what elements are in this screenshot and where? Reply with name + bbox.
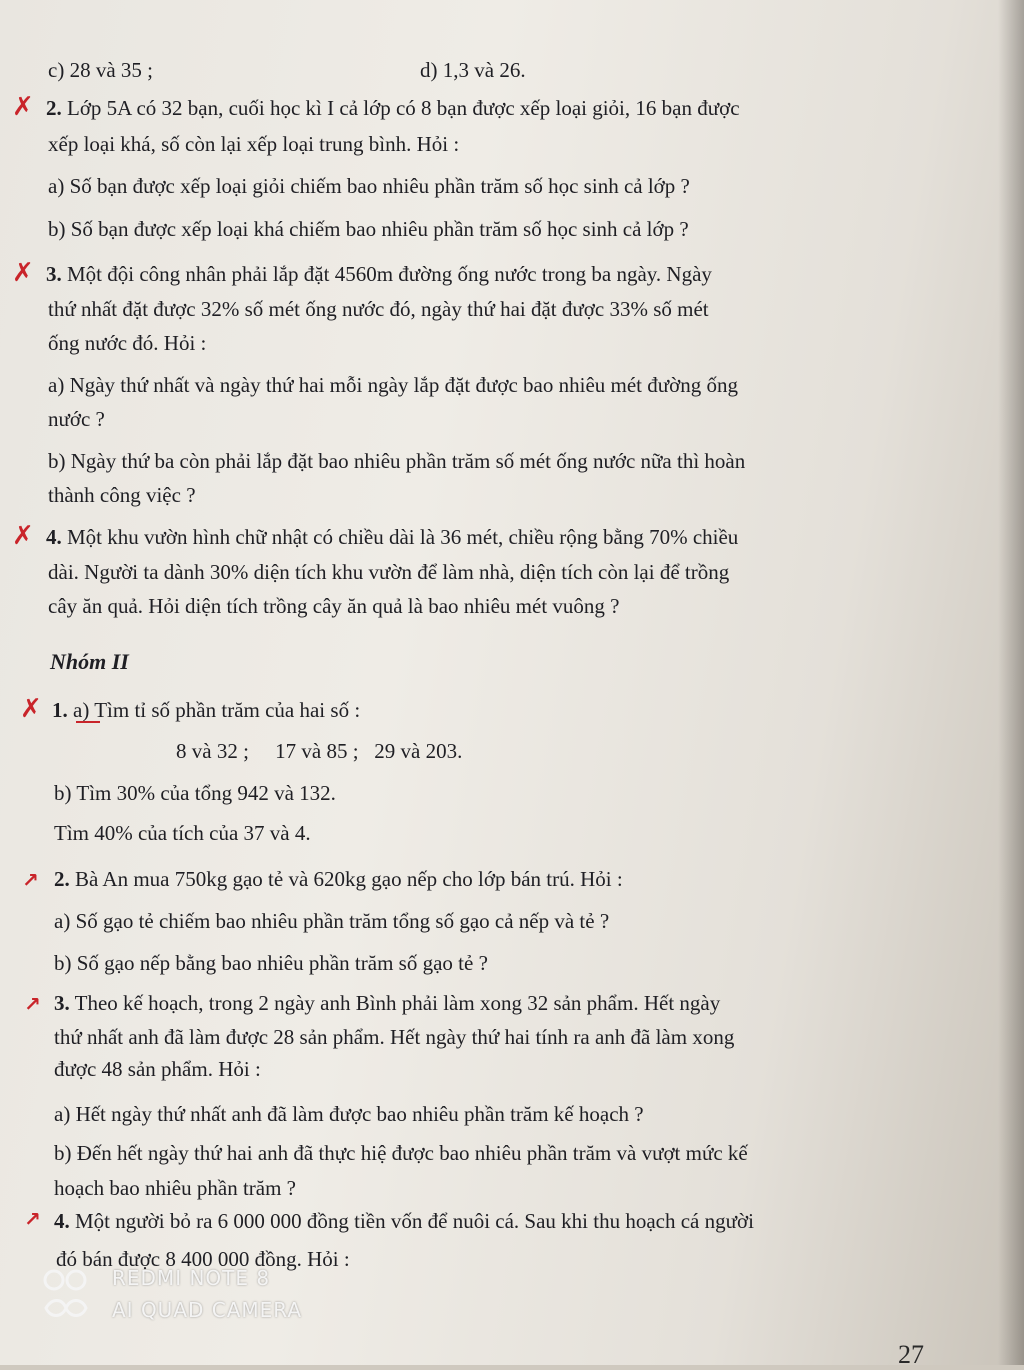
g2-p1-pairs: 8 và 32 ; 17 và 85 ; 29 và 203. bbox=[176, 739, 463, 763]
page-edge-shadow bbox=[998, 0, 1024, 1365]
q3-text1: Một đội công nhân phải lắp đặt 4560m đường ống nước trong ba ngày. Ngày bbox=[67, 262, 712, 286]
g2-p4-number: 4. bbox=[54, 1209, 70, 1233]
q2-line2: xếp loại khá, số còn lại xếp loại trung bình. Hỏi : bbox=[48, 132, 460, 156]
g2-p1-part-b: b) Tìm 30% của tổng 942 và 132. bbox=[54, 781, 336, 805]
red-tick-mark: ↗ bbox=[24, 1207, 41, 1231]
g2-p3-line3: được 48 sản phẩm. Hỏi : bbox=[54, 1057, 261, 1081]
q4-line3: cây ăn quả. Hỏi diện tích trồng cây ăn quả là bao nhiêu mét vuông ? bbox=[48, 594, 620, 618]
q3-line3: ống nước đó. Hỏi : bbox=[48, 331, 207, 355]
q3-number: 3. bbox=[46, 262, 62, 286]
q4-number: 4. bbox=[46, 525, 62, 549]
g2-p2-line1 bbox=[54, 866, 623, 892]
g2-p2-text1: Bà An mua 750kg gạo tẻ và 620kg gạo nếp cho lớp bán trú. Hỏi : bbox=[75, 867, 623, 891]
g2-p2-number: 2. bbox=[54, 867, 70, 891]
g2-p1-a-text: Tìm tỉ số phần trăm của hai số : bbox=[94, 698, 361, 722]
g2-p4-line2: đó bán được 8 400 000 đồng. Hỏi : bbox=[56, 1247, 350, 1271]
q3-line2: thứ nhất đặt được 32% số mét ống nước đó, ngày thứ hai đặt được 33% số mét bbox=[48, 297, 709, 321]
g2-p1-line-a bbox=[52, 697, 360, 723]
q3-part-a2: nước ? bbox=[48, 407, 105, 431]
g2-p3-part-b2: hoạch bao nhiêu phần trăm ? bbox=[54, 1176, 296, 1200]
red-check-mark: ✗ bbox=[20, 694, 42, 724]
q2-text1: Lớp 5A có 32 bạn, cuối học kì I cả lớp có 8 bạn được xếp loại giỏi, 16 bạn được bbox=[67, 96, 740, 120]
g2-p3-line1 bbox=[54, 990, 720, 1016]
camera-watermark-logo-icon bbox=[42, 1268, 94, 1320]
page-number: 27 bbox=[898, 1340, 924, 1369]
g2-p1-part-c: Tìm 40% của tích của 37 và 4. bbox=[54, 821, 311, 845]
red-check-mark: ✗ bbox=[12, 92, 34, 122]
q2-part-a: a) Số bạn được xếp loại giỏi chiếm bao nhiêu phần trăm số học sinh cả lớp ? bbox=[48, 174, 690, 198]
red-underline bbox=[76, 721, 100, 723]
group-heading: Nhóm II bbox=[50, 649, 129, 674]
prev-option-d: d) 1,3 và 26. bbox=[420, 58, 526, 82]
g2-p4-text1: Một người bỏ ra 6 000 000 đồng tiền vốn để nuôi cá. Sau khi thu hoạch cá người bbox=[75, 1209, 754, 1233]
q3-line1 bbox=[46, 261, 712, 287]
watermark-device: REDMI NOTE 8 bbox=[112, 1266, 271, 1290]
g2-p2-part-a: a) Số gạo tẻ chiếm bao nhiêu phần trăm tổng số gạo cả nếp và tẻ ? bbox=[54, 909, 610, 933]
q2-line1 bbox=[46, 95, 740, 121]
watermark-camera: AI QUAD CAMERA bbox=[112, 1298, 303, 1322]
red-check-mark: ✗ bbox=[12, 258, 34, 288]
q2-part-b: b) Số bạn được xếp loại khá chiếm bao nhiêu phần trăm số học sinh cả lớp ? bbox=[48, 217, 689, 241]
q2-number: 2. bbox=[46, 96, 62, 120]
q4-line2: dài. Người ta dành 30% diện tích khu vườn để làm nhà, diện tích còn lại để trồng bbox=[48, 560, 730, 584]
red-tick-mark: ↗ bbox=[22, 868, 39, 892]
red-tick-mark: ↗ bbox=[24, 992, 41, 1016]
prev-option-c: c) 28 và 35 ; bbox=[48, 58, 153, 82]
g2-p3-part-a: a) Hết ngày thứ nhất anh đã làm được bao nhiêu phần trăm kế hoạch ? bbox=[54, 1102, 644, 1126]
g2-p1-a-label: a) bbox=[73, 698, 90, 722]
q3-part-b2: thành công việc ? bbox=[48, 483, 196, 507]
red-check-mark: ✗ bbox=[12, 521, 34, 551]
g2-p1-number: 1. bbox=[52, 698, 68, 722]
q4-text1: Một khu vườn hình chữ nhật có chiều dài là 36 mét, chiều rộng bằng 70% chiều bbox=[67, 525, 739, 549]
g2-p3-part-b1: b) Đến hết ngày thứ hai anh đã thực hiệ được bao nhiêu phần trăm và vượt mức kế bbox=[54, 1141, 748, 1165]
g2-p2-part-b: b) Số gạo nếp bằng bao nhiêu phần trăm số gạo tẻ ? bbox=[54, 951, 488, 975]
q4-line1 bbox=[46, 524, 738, 550]
q3-part-a1: a) Ngày thứ nhất và ngày thứ hai mỗi ngày lắp đặt được bao nhiêu mét đường ống bbox=[48, 373, 738, 397]
g2-p3-number: 3. bbox=[54, 991, 70, 1015]
g2-p3-text1: Theo kế hoạch, trong 2 ngày anh Bình phải làm xong 32 sản phẩm. Hết ngày bbox=[74, 991, 721, 1015]
q3-part-b1: b) Ngày thứ ba còn phải lắp đặt bao nhiêu phần trăm số mét ống nước nữa thì hoàn bbox=[48, 449, 746, 473]
g2-p4-line1 bbox=[54, 1208, 754, 1234]
g2-p3-line2: thứ nhất anh đã làm được 28 sản phẩm. Hết ngày thứ hai tính ra anh đã làm xong bbox=[54, 1025, 735, 1049]
